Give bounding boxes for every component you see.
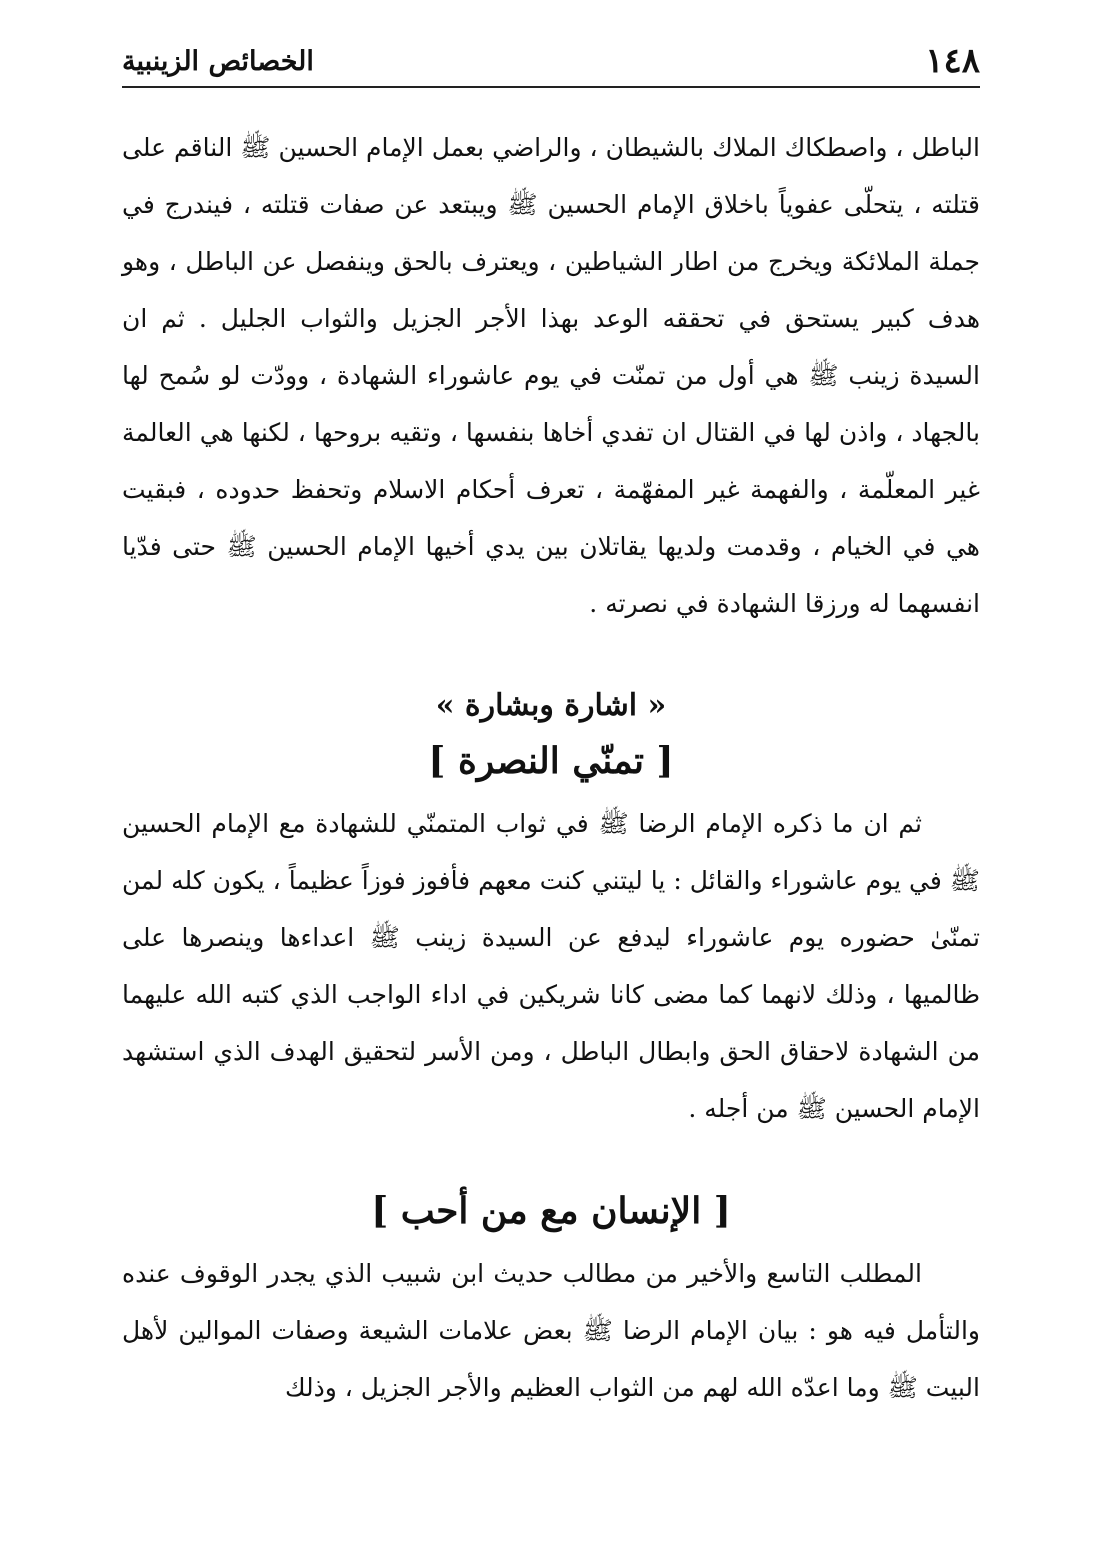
section-heading-insan: [ الإنسان مع من أحب ] <box>371 1190 731 1232</box>
section-heading-ishara: « اشارة وبشارة » <box>435 688 667 723</box>
paragraph-2: ثم ان ما ذكره الإمام الرضا ﷺ في ثواب المتمنّي للشهادة مع الإمام الحسين ﷺ في يوم عاشوراء والقائل : يا ليتني كنت معهم فأفوز فوزاً عظيماً ، يكون كله لمن تمنّىٰ حضوره يوم عاشوراء ليدفع عن السيدة زينب ﷺ اعداءها وينصرها على ظالميها ، وذلك لانهما كما مضى كانا شريكين في اداء الواجب الذي كتبه الله عليهما من الشهادة لاحقاق الحق وابطال الباطل ، ومن الأسر لتحقيق الهدف الذي استشهد الإمام الحسين ﷺ من أجله . <box>122 809 980 1123</box>
running-title: الخصائص الزينبية <box>122 45 314 77</box>
paragraph-1: الباطل ، واصطكاك الملاك بالشيطان ، والراضي بعمل الإمام الحسين ﷺ الناقم على قتلته ، يتحلّى عفوياً باخلاق الإمام الحسين ﷺ ويبتعد عن صفات قتلته ، فيندرج في جملة الملائكة ويخرج من اطار الشياطين ، ويعترف بالحق وينفصل عن الباطل ، وهو هدف كبير يستحق في تحققه الوعد بهذا الأجر الجزيل والثواب الجليل . ثم ان السيدة زينب ﷺ هي أول من تمنّت في يوم عاشوراء الشهادة ، وودّت لو سُمح لها بالجهاد ، واذن لها في القتال ان تفدي أخاها بنفسها ، وتقيه بروحها ، لكنها هي العالمة غير المعلّمة ، والفهمة غير المفهّمة ، تعرف أحكام الاسلام وتحفظ حدوده ، فبقيت هي في الخيام ، وقدمت ولديها يقاتلان بين يدي أخيها الإمام الحسين ﷺ حتى فدّيا انفسهما له ورزقا الشهادة في نصرته . <box>122 133 980 618</box>
page-number: ١٤٨ <box>925 41 980 81</box>
page-header <box>122 36 980 88</box>
paragraph-3: المطلب التاسع والأخير من مطالب حديث ابن شبيب الذي يجدر الوقوف عنده والتأمل فيه هو : بيان الإمام الرضا ﷺ بعض علامات الشيعة وصفات الموالين لأهل البيت ﷺ وما اعدّه الله لهم من الثواب العظيم والأجر الجزيل ، وذلك <box>122 1259 980 1402</box>
section-heading-tamanni: [ تمنّي النصرة ] <box>428 740 674 782</box>
